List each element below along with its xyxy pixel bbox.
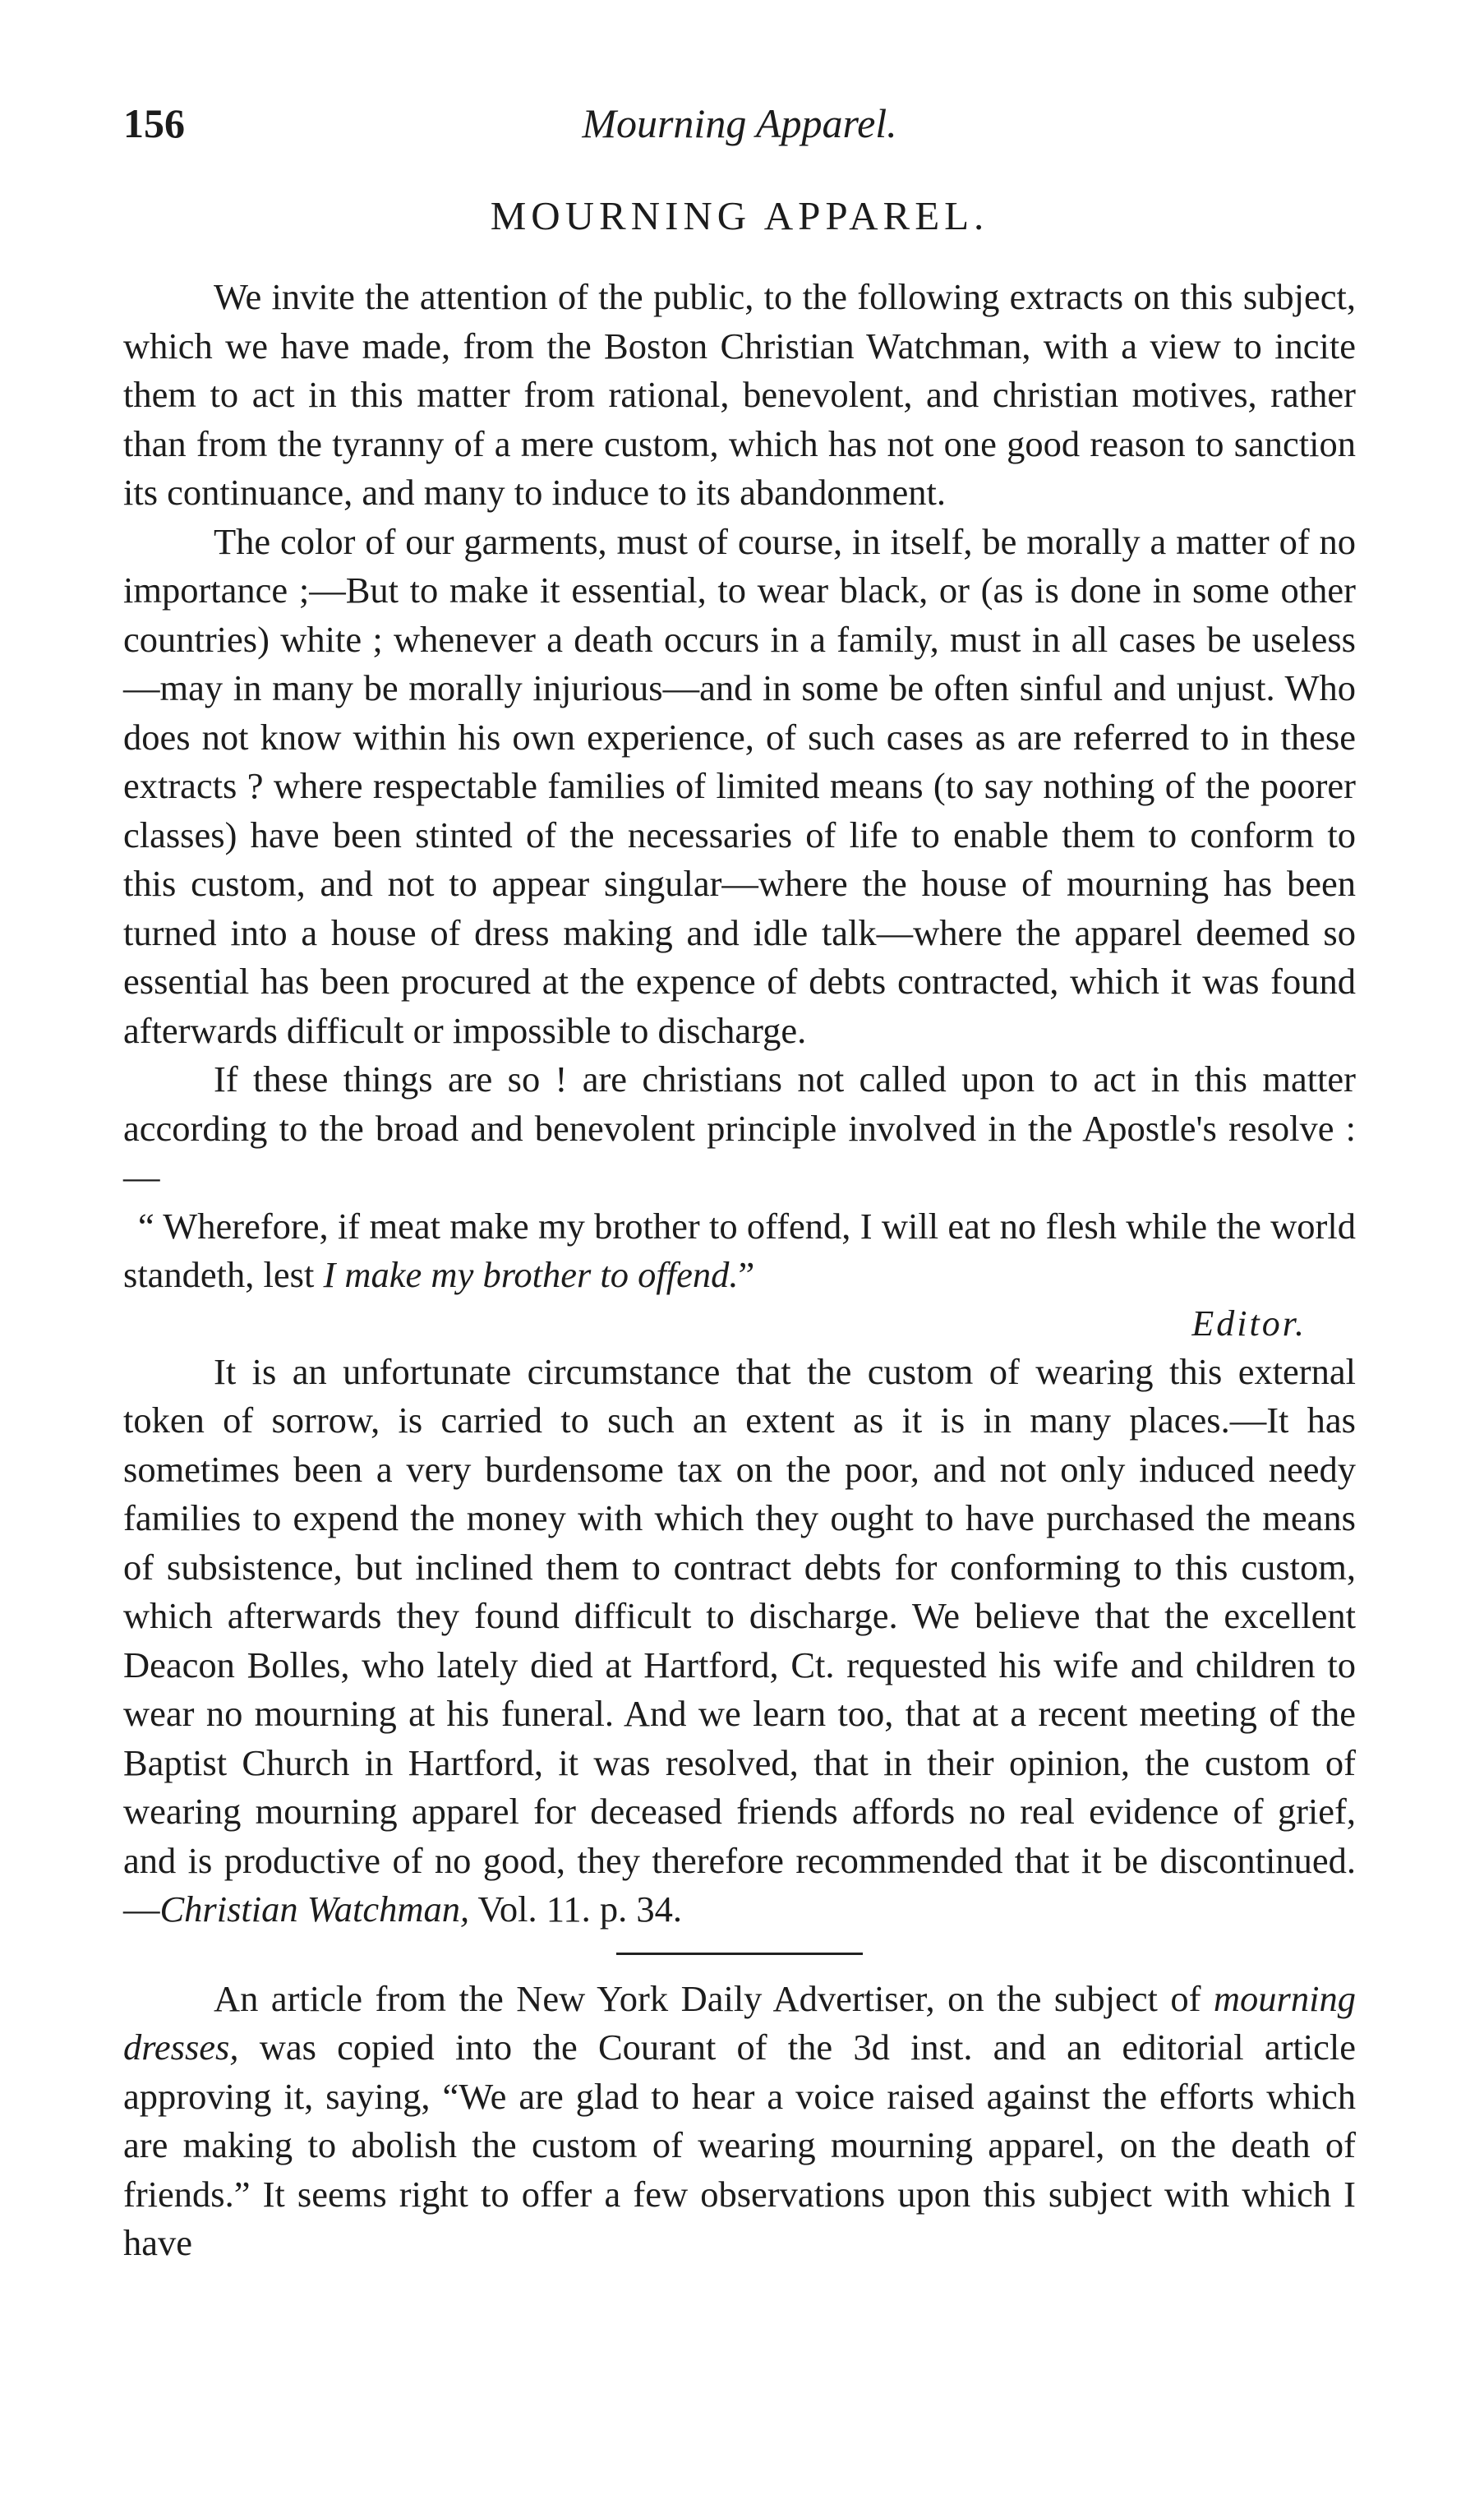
paragraph-color-of-garments: The color of our garments, must of course, in itself, be morally a matter of no importance ;—But to make it essential, to wear black, or (as is done in some other countries) white ; whenever a death occurs in a family, must in all cases be useless—may in many be morally injurious—and in some be often sinful and unjust. Who does not know within his own experience, of such cases as are referred to in these extracts ? where respectable families of limited means (to say nothing of the poorer classes) have been stinted of the necessaries of life to enable them to conform to this custom, and not to appear singular—where the house of mourning has been turned into a house of dress making and idle talk—where the apparel deemed so essential has been procured at the expence of debts contracted, which it was found afterwards difficult or impossible to discharge. — [123, 520, 1356, 1051]
paragraph-next-article — [123, 1975, 1356, 2268]
next-article-italic: mourning dresses, — [123, 1977, 1356, 2068]
extract-source: Christian Watchman, — [159, 1888, 470, 1930]
extract-source-tail: Vol. 11. p. 34. — [469, 1888, 682, 1930]
paragraph-intro: We invite the attention of the public, to the following extracts on this subject, which we have made, from the Boston Christian Watchman, with a view to incite them to act in this matter from rational, benevolent, and christian motives, rather than from the tyranny of a mere custom, which has not one good reason to sanction its continuance, and many to induce to its abandonment. — [123, 276, 1356, 513]
extract-text: It is an unfortunate circumstance that the custom of wearing this external token of sorrow, is carried to such an extent as it is in many places.—It has sometimes been a very burdensome tax on the poor, and not only induced needy families to expend the money with which they ought to have purchased the means of subsistence, but inclined them to contract debts for conforming to this custom, which afterwards they found difficult to discharge. We believe that the excellent Deacon Bolles, who lately died at Hartford, Ct. requested his wife and children to wear no mourning at his funeral. And we learn too, that at a recent meeting of the Baptist Church in Hartford, it was resolved, that in their opinion, the custom of wearing mourning apparel for deceased friends affords no real evidence of grief, and is productive of no good, they therefore recommended that it be discontinued.— — [123, 1350, 1356, 1930]
page-number: 156 — [123, 100, 185, 146]
scripture-quote — [123, 1202, 1356, 1300]
book-page — [123, 90, 1356, 2268]
editor-signature: Editor. — [1191, 1303, 1307, 1344]
next-article-text: was copied into the Courant of the 3d inst. and an editorial article approving it, saying, “We are glad to hear a voice raised against the efforts which are making to abolish the custom of wearing mourning apparel, on the death of friends.” It seems right to offer a few observations upon this subject with which I have — [123, 2027, 1356, 2263]
running-title: Mourning Apparel. — [582, 100, 897, 146]
quote-text: “ Wherefore, if meat make my brother to offend, I will eat no flesh while the world standeth, lest — [123, 1205, 1356, 1295]
quote-emphasis: I make my brother to offend. — [323, 1254, 739, 1295]
paragraph-apostle-resolve: If these things are so ! are christians not called upon to act in this matter according to the broad and benevolent principle involved in the Apostle's resolve :— — [123, 1058, 1356, 1197]
article-title: MOURNING APPAREL. — [490, 193, 989, 238]
running-head — [123, 90, 1356, 156]
quote-close: ” — [738, 1254, 755, 1295]
section-divider — [616, 1953, 863, 1955]
next-article-lead: An article from the New York Daily Advertiser, on the subject of — [214, 1977, 1214, 2019]
paragraph-watchman-extract — [123, 1348, 1356, 1934]
